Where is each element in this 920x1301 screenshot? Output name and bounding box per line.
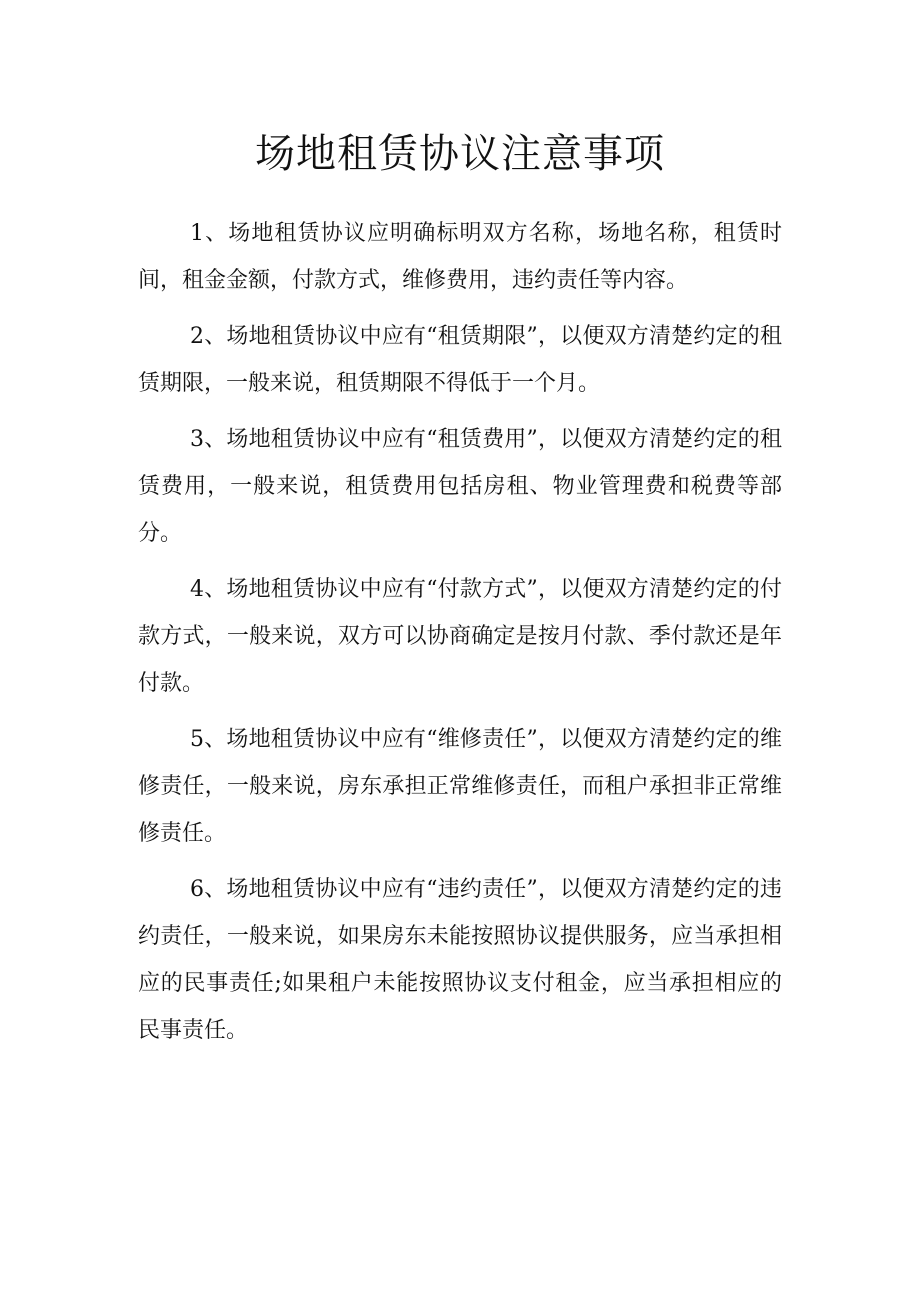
paragraph-3: 3、场地租赁协议中应有“租赁费用”，以便双方清楚约定的租赁费用，一般来说，租赁费用包括房租、物业管理费和税费等部分。 — [138, 427, 782, 546]
paragraph-6: 6、场地租赁协议中应有“违约责任”，以便双方清楚约定的违约责任，一般来说，如果房东未能按照协议提供服务，应当承担相应的民事责任;如果租户未能按照协议支付租金，应当承担相应的民事责任。 — [138, 877, 782, 1043]
paragraph-2: 2、场地租赁协议中应有“租赁期限”，以便双方清楚约定的租赁期限，一般来说，租赁期限不得低于一个月。 — [138, 324, 782, 396]
paragraph-1: 1、场地租赁协议应明确标明双方名称，场地名称，租赁时间，租金金额，付款方式，维修费用，违约责任等内容。 — [138, 221, 782, 293]
document-body — [138, 210, 782, 1054]
document-title: 场地租赁协议注意事项 — [255, 131, 665, 177]
paragraph-4: 4、场地租赁协议中应有“付款方式”，以便双方清楚约定的付款方式，一般来说，双方可以协商确定是按月付款、季付款还是年付款。 — [138, 577, 782, 696]
paragraph-5: 5、场地租赁协议中应有“维修责任”，以便双方清楚约定的维修责任，一般来说，房东承担正常维修责任，而租户承担非正常维修责任。 — [138, 727, 782, 846]
